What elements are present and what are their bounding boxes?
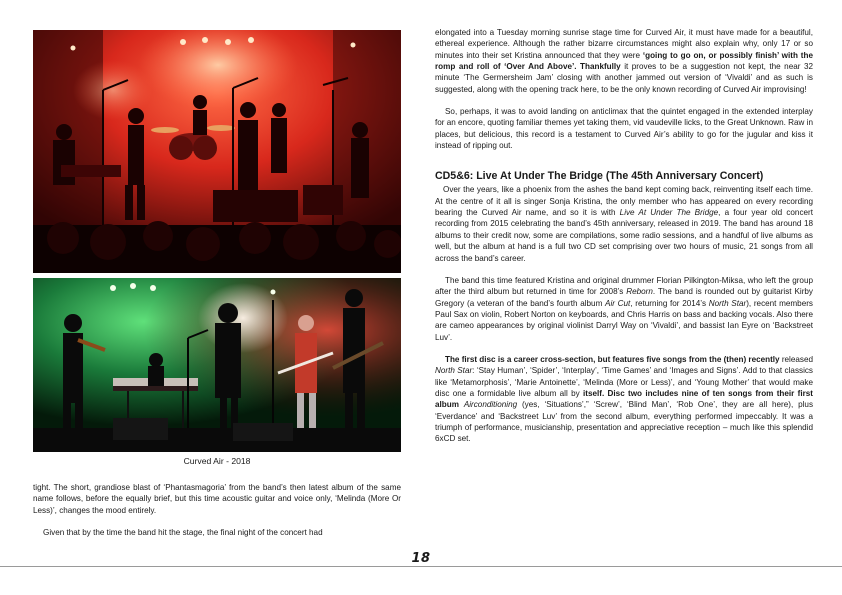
right-paragraph-4-text-a: The band this time featured Kristina and original drummer Florian Pilkington-Miksa, who left the group after the third album but returned in time for 2008’s: [435, 275, 813, 297]
right-paragraph-5-bold-2: itself. Disc two includes nine of ten songs from their first album: [435, 388, 813, 410]
right-paragraph-4: [435, 275, 813, 343]
right-paragraph-3-text-a: Over the years, like a phoenix from the ashes the band kept coming back, reinventing itself each time. At the centre of it all is singer Sonja Kristina, the only member who has appeared on every recording bearing the Curved Air name, and so it is with: [435, 185, 813, 218]
right-paragraph-5-text-a: released: [779, 354, 814, 364]
right-text-column: [435, 27, 813, 445]
right-paragraph-4-text-b: . The band is rounded out by guitarist Kirby Gregory (a veteran of the band’s fourth album: [435, 287, 813, 308]
album-title-air-cut: Air Cut: [605, 298, 631, 308]
footer-rule: [0, 566, 842, 567]
album-title-reborn: Reborn: [626, 287, 653, 297]
page-number: 18: [411, 551, 431, 566]
photo-caption: Curved Air - 2018: [183, 456, 251, 466]
right-paragraph-5-text-c: (yes, ‘Situations’,” ‘Screw’, ‘Blind Man’, ‘Rob One’, they are all here), plus ‘Everdance’ and ‘Backstreet Luv’ from the second album, everything performed impeccably. It was a triumph of performance, musicianship, presentation and appreciative reception – much like this splendid 6xCD set.: [435, 400, 814, 444]
album-title-under-the-bridge: Live At Under The Bridge: [619, 208, 719, 218]
right-paragraph-5-bold: The first disc is a career cross-section, but features five songs from the (then) recently: [445, 354, 780, 364]
right-paragraph-4-text-c: , returning for 2014’s: [630, 298, 709, 308]
right-paragraph-2: So, perhaps, it was to avoid landing on anticlimax that the quintet engaged in the extended interplay for an encore, quoting familiar themes yet taking them, vid vaudeville licks, to the Great Unknown. Raw in places, but delicious, this record is a testament to Curved Air’s ability to go for the jugular and kiss it instead of ripping out.: [435, 107, 813, 151]
album-title-north-star-2: North Star: [435, 366, 473, 376]
concert-photo-bottom: [33, 278, 401, 452]
concert-photo-top: [33, 30, 401, 273]
right-paragraph-1-text-a: elongated into a Tuesday morning sunrise stage time for Curved Air, it must have made for a beautiful, ethereal experience. Although the rather bizarre circumstances might also explain why, only 17 or so minutes into their set Kristina announced that they were: [435, 28, 813, 60]
right-paragraph-5-text-b: : ‘Stay Human’, ‘Spider’, ‘Interplay’, ‘Time Games’ and ‘Images and Signs’. Add to that classics like ‘Metamorphosis’, ‘Marie Antoinette’, ‘Melinda (More or Less)’, and ‘Young Mother’ that would make disc one a formidable live album all by: [435, 366, 813, 398]
right-paragraph-1: [435, 27, 813, 95]
right-paragraph-1-bold: ‘going to go on, or possibly finish’ with the romp and roll of ‘Over And Above’. Thankfully: [435, 50, 813, 72]
concert-photo-top-image: [33, 30, 401, 273]
right-paragraph-3: [435, 184, 813, 263]
left-text-column: [33, 482, 401, 538]
album-title-north-star: North Star: [708, 298, 747, 308]
album-title-airconditioning: Airconditioning: [463, 400, 518, 410]
section-heading: CD5&6: Live At Under The Bridge (The 45th Anniversary Concert): [435, 170, 764, 183]
left-paragraph-1: tight. The short, grandiose blast of ‘Phantasmagoria’ from the band’s then latest album of the same name follows, before the equally brief, but this time acoustic guitar and voice only, ‘Melinda (More Or Less)’, changes the mood entirely.: [33, 483, 401, 515]
right-paragraph-3-text-b: , a four year old concert recording from 2015 celebrating the band’s 45th anniversary, released in 2019. The band has around 18 albums to their credit now, some are compilations, some radio sessions, and a handful of live albums as well, but the album at hand is a full two CD set comprising over two hours of music, 21 songs from all across the band’s career.: [435, 208, 813, 263]
right-paragraph-1-text-b: it proves to be a suggestion not kept, the near 32 minute ‘The Germersheim Jam’ closing with another jammed out version of ‘Vivaldi’ and as such is suggested, along with the opening track here, to be the only known recording of Curved Air improvising!: [435, 62, 814, 94]
right-paragraph-5: [435, 354, 813, 445]
right-paragraph-4-text-d: ), recent members Paul Sax on violin, Robert Norton on keyboards, and Chris Harris on bass and backing vocals. Also there are cameo appearances by original violinist Darryl Way on ‘Vivaldi’, and bassist Ian Eyre on ‘Backstreet Luv’.: [435, 298, 813, 342]
left-paragraph-2: Given that by the time the band hit the stage, the final night of the concert had: [43, 528, 323, 538]
concert-photo-bottom-image: [33, 278, 401, 452]
